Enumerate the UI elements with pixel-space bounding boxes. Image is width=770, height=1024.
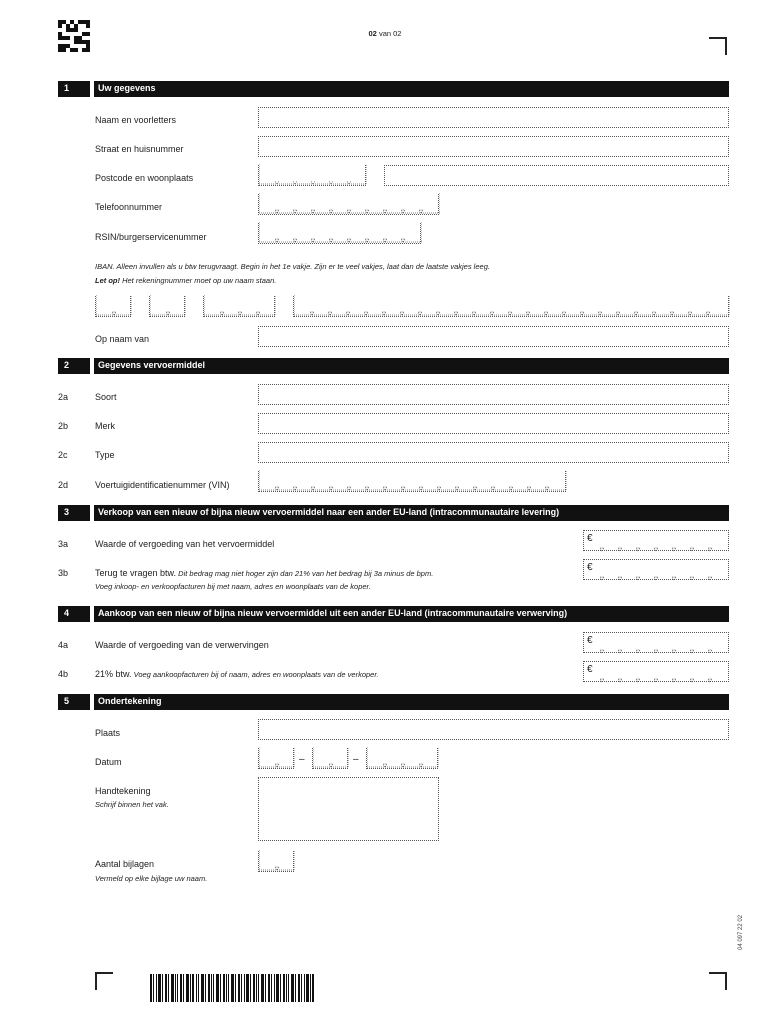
section-2-header: 2 Gegevens vervoermiddel: [58, 358, 729, 374]
bijlagen-note: Vermeld op elke bijlage uw naam.: [95, 874, 208, 883]
merk-field[interactable]: [258, 413, 729, 434]
num-4b: 4b: [58, 669, 69, 679]
date-separator: –: [299, 754, 305, 765]
btw-3b-field[interactable]: [583, 559, 729, 580]
label-merk: Merk: [95, 421, 115, 431]
num-2a: 2a: [58, 392, 69, 402]
naam-field[interactable]: [258, 107, 729, 128]
num-3a: 3a: [58, 539, 69, 549]
label-naam: Naam en voorletters: [95, 115, 177, 125]
euro-sign: €: [587, 562, 593, 573]
num-2c: 2c: [58, 450, 68, 460]
section-4-header: 4 Aankoop van een nieuw of bijna nieuw vervoermiddel uit een ander EU-land (intracommunautaire verwerving): [58, 606, 729, 622]
label-vin: Voertuigidentificatienummer (VIN): [95, 480, 230, 490]
euro-sign: €: [587, 635, 593, 646]
section-5-header: 5 Ondertekening: [58, 694, 729, 710]
corner-mark: [709, 37, 727, 55]
waarde-4a-field[interactable]: [583, 632, 729, 653]
label-bijlagen: Aantal bijlagen: [95, 859, 155, 869]
iban-check-field[interactable]: [149, 296, 185, 317]
label-btw-4b: 21% btw.: [95, 669, 132, 679]
label-op-naam: Op naam van: [95, 334, 150, 344]
label-waarde-3a: Waarde of vergoeding van het vervoermiddel: [95, 539, 275, 549]
vin-comb-field[interactable]: [258, 471, 566, 492]
section-3-header: 3 Verkoop van een nieuw of bijna nieuw vervoermiddel naar een ander EU-land (intracommunautaire levering): [58, 505, 729, 521]
label-type: Type: [95, 450, 115, 460]
handtekening-note: Schrijf binnen het vak.: [95, 800, 169, 809]
euro-sign: €: [587, 664, 593, 675]
woonplaats-field[interactable]: [384, 165, 729, 186]
form-code: 04 097 22 02: [738, 914, 744, 950]
section-1-header: 1 Uw gegevens: [58, 81, 729, 97]
straat-field[interactable]: [258, 136, 729, 157]
note-3b: Dit bedrag mag niet hoger zijn dan 21% van het bedrag bij 3a minus de bpm.: [176, 569, 434, 578]
let-op-label: Let op!: [95, 276, 120, 285]
corner-mark: [95, 972, 113, 990]
label-waarde-4a: Waarde of vergoeding van de verwervingen: [95, 640, 269, 650]
label-soort: Soort: [95, 392, 117, 402]
iban-account-field[interactable]: [293, 296, 729, 317]
label-postcode: Postcode en woonplaats: [95, 173, 194, 183]
label-handtekening: Handtekening: [95, 786, 151, 796]
telefoon-comb-field[interactable]: [258, 194, 439, 215]
qr-code-icon: [58, 20, 90, 52]
note-4b: Voeg aankoopfacturen bij of naam, adres en woonplaats van de verkoper.: [131, 670, 379, 679]
datum-month-field[interactable]: [312, 748, 348, 769]
btw-4b-field[interactable]: [583, 661, 729, 682]
num-2b: 2b: [58, 421, 69, 431]
rsin-comb-field[interactable]: [258, 223, 421, 244]
label-plaats: Plaats: [95, 728, 121, 738]
plaats-field[interactable]: [258, 719, 729, 740]
iban-note: IBAN. Alleen invullen als u btw terugvraagt. Begin in het 1e vakje. Zijn er te veel vakjes, laat dan de laatste vakjes leeg.: [95, 262, 490, 271]
handtekening-field[interactable]: [258, 777, 439, 841]
euro-sign: €: [587, 533, 593, 544]
datum-year-field[interactable]: [366, 748, 438, 769]
label-rsin: RSIN/burgerservicenummer: [95, 232, 207, 242]
iban-country-field[interactable]: [95, 296, 131, 317]
soort-field[interactable]: [258, 384, 729, 405]
corner-mark: [709, 972, 727, 990]
num-3b: 3b: [58, 568, 69, 578]
label-telefoon: Telefoonnummer: [95, 202, 163, 212]
num-2d: 2d: [58, 480, 69, 490]
iban-bank-field[interactable]: [203, 296, 275, 317]
page-indicator: 02 van 02: [368, 29, 402, 38]
bijlagen-field[interactable]: [258, 851, 294, 872]
type-field[interactable]: [258, 442, 729, 463]
iban-note-2: Het rekeningnummer moet op uw naam staan.: [120, 276, 277, 285]
label-straat: Straat en huisnummer: [95, 144, 184, 154]
barcode-icon: [150, 974, 315, 1002]
waarde-3a-field[interactable]: [583, 530, 729, 551]
postcode-comb-field[interactable]: [258, 165, 366, 186]
note-3b-2: Voeg inkoop- en verkoopfacturen bij met naam, adres en woonplaats van de koper.: [95, 582, 371, 591]
label-btw-3b: Terug te vragen btw.: [95, 568, 177, 578]
datum-day-field[interactable]: [258, 748, 294, 769]
num-4a: 4a: [58, 640, 69, 650]
op-naam-field[interactable]: [258, 326, 729, 347]
date-separator: –: [353, 754, 359, 765]
label-datum: Datum: [95, 757, 122, 767]
